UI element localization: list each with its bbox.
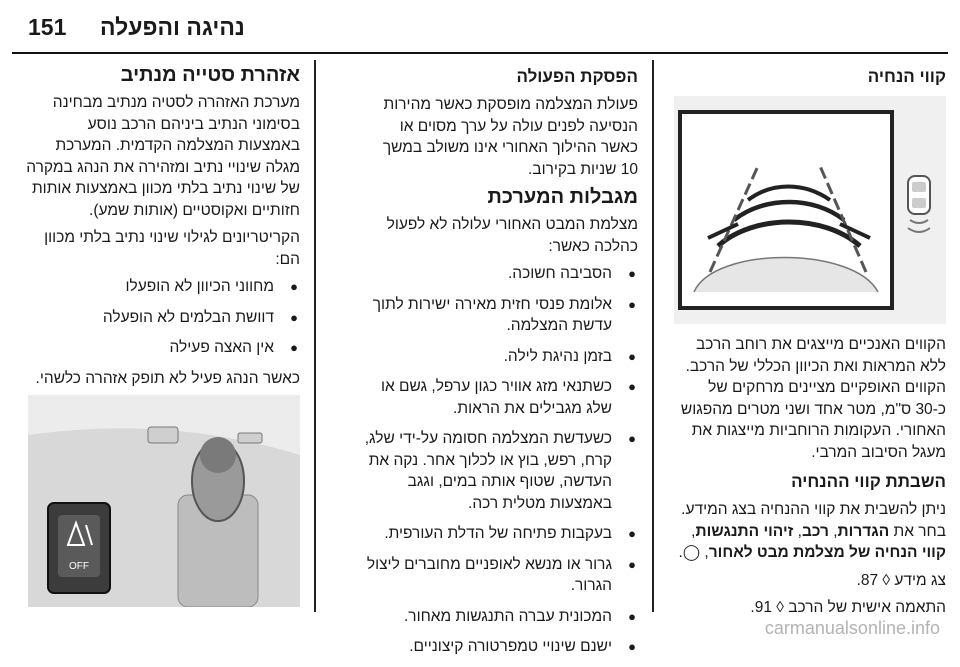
list-item: ● אין האצה פעילה [22, 337, 300, 359]
disable-guidelines-text: ניתן להשבית את קווי ההנחיה בצג המידע. בחר את הגדרות, רכב, זיהוי התנגשות, קווי הנחיה של מצלמת מבט לאחור, ◯. [678, 501, 946, 561]
list-item: ● דוושת הבלמים לא הופעלה [22, 307, 300, 329]
off-button-label: OFF [69, 561, 89, 572]
limitations-list [364, 263, 638, 658]
rear-camera-guidelines-image [674, 96, 946, 324]
limitations-intro: מצלמת המבט האחורי עלולה לא לפעול כהלכה כאשר: [386, 216, 638, 255]
page-header [0, 0, 960, 52]
page-title: נהיגה והפעלה [100, 14, 245, 40]
list-item: ● בזמן נהיגת לילה. [364, 346, 638, 368]
guidelines-column [674, 58, 946, 625]
system-limitations-heading: מגבלות המערכת [487, 186, 638, 208]
watermark: carmanualsonline.info [764, 618, 940, 638]
deactivation-heading: הפסקת הפעולה [516, 67, 638, 86]
detection-criteria-intro: הקריטריונים לגילוי שינוי נתיב בלתי מכוון הם: [44, 229, 300, 268]
header-divider [12, 52, 948, 54]
lane-departure-heading: אזהרת סטייה מנתיב [120, 64, 300, 86]
disable-guidelines-heading: השבתת קווי ההנחיה [791, 472, 946, 491]
deactivation-column [364, 58, 638, 667]
list-item: ● כשעדשת המצלמה חסומה על-ידי שלג, קרח, רפש, בוץ או לכלוך אחר. נקה את העדשה, שטוף אותה במים, וגגב באמצעות מטלית רכה. [364, 428, 638, 514]
list-item: ● בעקבות פתיחה של הדלת העורפית. [364, 523, 638, 545]
cross-reference[interactable]: צג מידע ◊ 87. [856, 571, 946, 589]
lane-departure-description: מערכת האזהרה לסטיה מנתיב מבחינה בסימוני הנתיב ביניהם הרכב נוסע באמצעות המצלמה הקדמית. המערכת מגלה שינויי נתיב ומזהירה את הנהג במקרה של שינוי נתיב בלתי מכוון באמצעות אותות חזותיים ואקוסטיים (אותות שמע). [26, 94, 300, 219]
cross-reference[interactable]: התאמה אישית של הרכב ◊ 91. [750, 599, 946, 616]
page-number: 151 [28, 14, 67, 40]
column-divider [314, 60, 316, 612]
deactivation-text: פעולת המצלמה מופסקת כאשר מהירות הנסיעה לפנים עולה על ערך מסוים או כאשר ההילוך האחורי אינו משולב במשך 10 שניות בקירוב. [382, 96, 638, 178]
list-item: ● מחווני הכיוון לא הופעלו [22, 276, 300, 298]
list-item: ● המכונית עברה התנגשות מאחור. [364, 606, 638, 628]
list-item: ● הסביבה חשוכה. [364, 263, 638, 285]
lane-departure-column [22, 58, 300, 423]
list-item: ● ישנם שינויי טמפרטורה קיצוניים. [364, 636, 638, 658]
list-item: ● אלומת פנסי חזית מאירה ישירות לתוך עדשת המצלמה. [364, 294, 638, 337]
list-item: ● כשתנאי מזג אוויר כגון ערפל, גשם או שלג מגבילים את הראות. [364, 376, 638, 419]
active-driver-note: כאשר הנהג פעיל לא תופק אזהרה כלשהי. [35, 369, 300, 387]
guidelines-description: הקווים האנכיים מייצגים את רוחב הרכב ללא המראות ואת הכיוון הכללי של הרכב. הקווים האופקיים מציינים מרחקים של כ-30 ס"מ, מטר אחד ושני מטרים מהפגוש האחורי. העקומות הרוחביות מייצגות את מעגל הסיבוב המרבי. [680, 336, 946, 461]
lane-departure-button-image [28, 395, 300, 607]
criteria-list [22, 276, 300, 359]
list-item: ● גרור או מנשא לאופניים מחוברים ליצול הגרור. [364, 554, 638, 597]
guidelines-heading: קווי הנחיה [867, 67, 946, 86]
column-divider [652, 60, 654, 612]
